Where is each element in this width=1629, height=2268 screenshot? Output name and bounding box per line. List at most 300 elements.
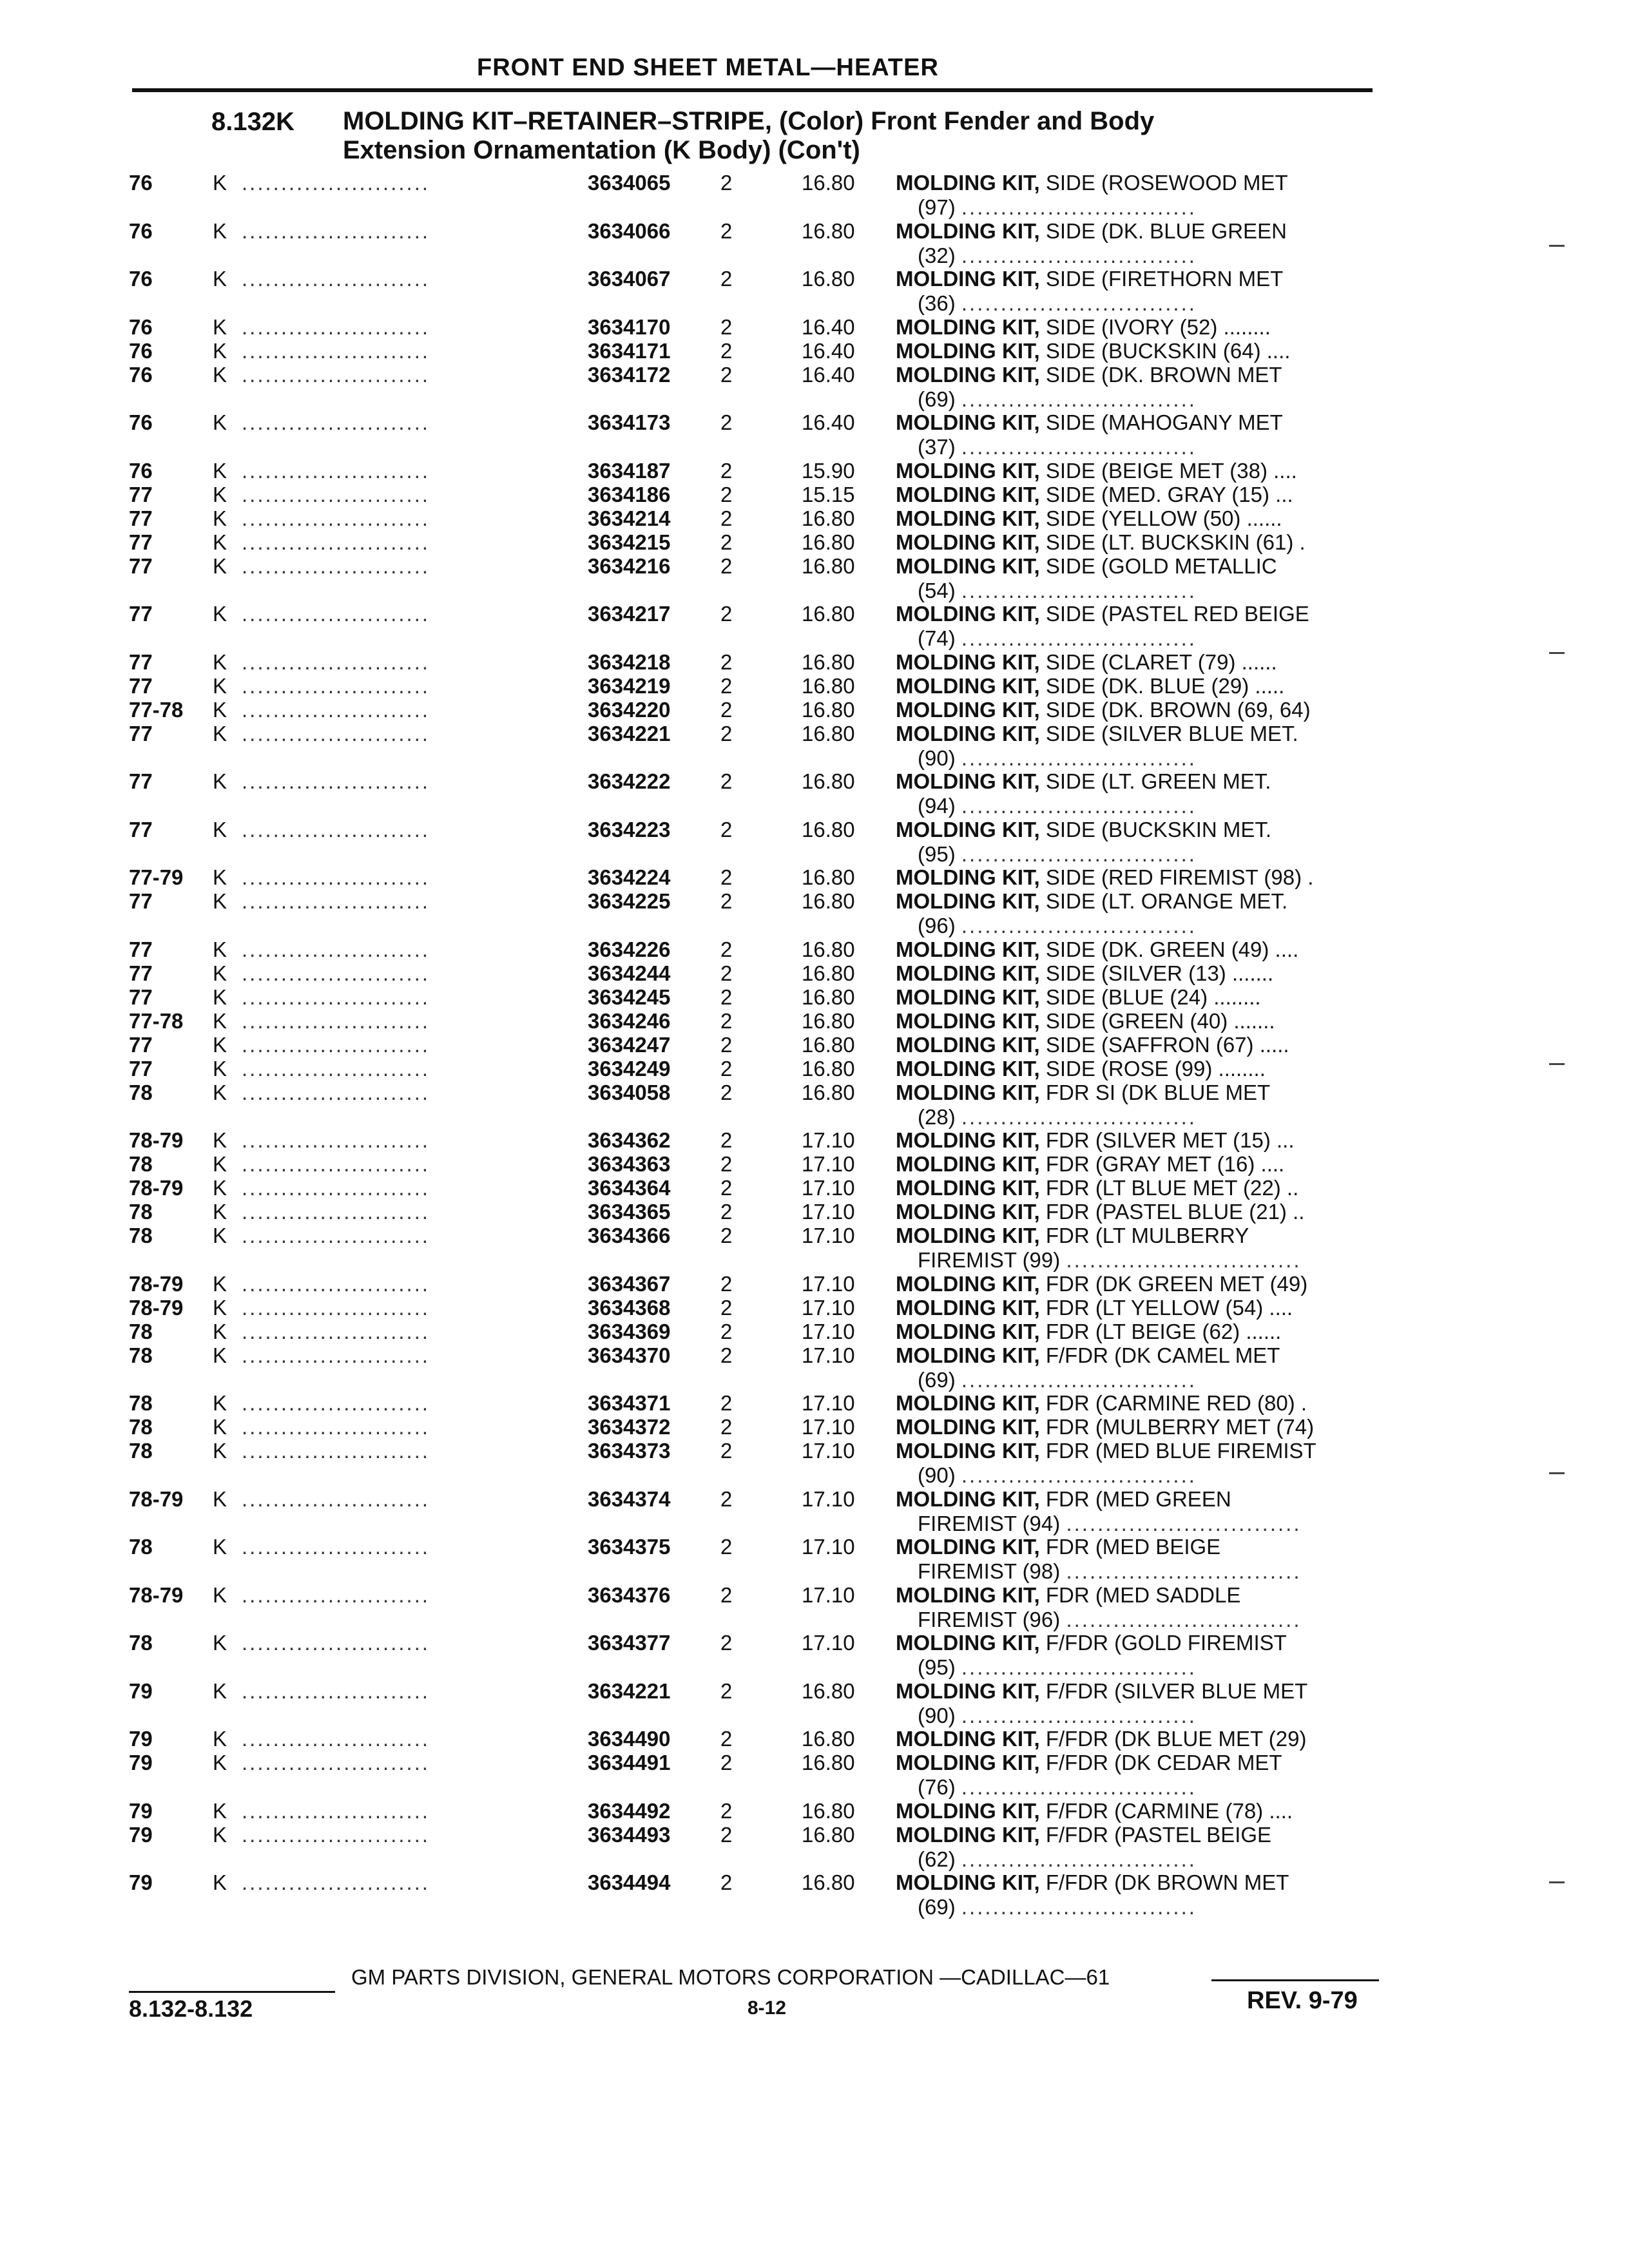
quantity: 2	[720, 1391, 733, 1415]
part-number: 3634372	[588, 1415, 671, 1439]
description-text: F/FDR (SILVER BLUE MET	[1045, 1678, 1308, 1703]
body-code: K	[213, 267, 227, 291]
model-year: 78	[129, 1152, 153, 1176]
description-continuation	[918, 1608, 1302, 1632]
quantity: 2	[720, 1678, 733, 1703]
quantity: 2	[720, 1439, 733, 1463]
body-code: K	[213, 1128, 227, 1152]
price: 16.80	[802, 553, 855, 578]
description-name: MOLDING KIT,	[896, 1080, 1040, 1104]
quantity: 2	[720, 218, 733, 243]
description-text: FDR (LT BLUE MET (22) ..	[1045, 1176, 1299, 1200]
price: 16.80	[802, 1870, 855, 1894]
price: 16.80	[802, 817, 855, 841]
part-number: 3634245	[588, 985, 671, 1009]
description	[896, 818, 1271, 842]
footer-rule-left	[129, 1991, 335, 1993]
continuation-text: (76)	[918, 1775, 956, 1799]
quantity: 2	[720, 985, 733, 1009]
table-row	[0, 1343, 1629, 1395]
price: 16.80	[802, 985, 855, 1009]
body-code: K	[213, 1582, 227, 1607]
body-code: K	[213, 553, 227, 578]
dot-leader: ..............................	[961, 1367, 1197, 1392]
dot-leader: ..............................	[961, 1895, 1197, 1919]
quantity: 2	[720, 1319, 733, 1343]
description	[896, 506, 1282, 531]
description	[896, 1009, 1275, 1033]
price: 15.90	[802, 458, 855, 483]
quantity: 2	[720, 1870, 733, 1894]
continuation-text: (32)	[918, 243, 956, 267]
description-name: MOLDING KIT,	[896, 218, 1040, 243]
description	[896, 483, 1293, 507]
description-name: MOLDING KIT,	[896, 506, 1040, 530]
description	[896, 1200, 1304, 1224]
part-number: 3634494	[588, 1870, 671, 1894]
body-code: K	[213, 1798, 227, 1823]
body-code: K	[213, 1271, 227, 1296]
price: 16.80	[802, 1032, 855, 1057]
description-text: F/FDR (DK BLUE MET (29)	[1045, 1727, 1307, 1751]
description	[896, 1535, 1220, 1559]
dot-leader: ..............................	[961, 387, 1197, 411]
body-code: K	[213, 697, 227, 722]
table-row	[0, 1679, 1629, 1731]
continuation-text: FIREMIST (99)	[918, 1248, 1061, 1272]
price: 16.40	[802, 410, 855, 434]
description-name: MOLDING KIT,	[896, 1631, 1040, 1655]
model-year: 77-78	[129, 697, 184, 722]
table-row	[0, 267, 1629, 318]
description-text: SIDE (DK. BLUE GREEN	[1045, 218, 1287, 243]
dot-leader: ........................	[242, 362, 430, 387]
description	[896, 219, 1287, 244]
model-year: 78	[129, 1200, 153, 1224]
description-text: SIDE (DK. BROWN (69, 64)	[1045, 697, 1311, 722]
model-year: 76	[129, 267, 153, 291]
model-year: 78-79	[129, 1486, 184, 1511]
description-name: MOLDING KIT,	[896, 769, 1040, 793]
dot-leader: ........................	[242, 1128, 430, 1152]
price: 15.15	[802, 482, 855, 506]
footer-page-number: 8-12	[747, 1997, 787, 2019]
part-number: 3634249	[588, 1056, 671, 1081]
model-year: 77	[129, 602, 153, 626]
part-number: 3634220	[588, 697, 671, 722]
dot-leader: ........................	[242, 1439, 430, 1463]
continuation-text: (36)	[918, 291, 956, 315]
model-year: 77	[129, 961, 153, 985]
description	[896, 1343, 1280, 1368]
description	[896, 1391, 1307, 1416]
description	[896, 554, 1277, 579]
dot-leader: ..............................	[961, 243, 1197, 267]
dot-leader: ........................	[242, 889, 430, 913]
quantity: 2	[720, 817, 733, 841]
model-year: 79	[129, 1798, 153, 1823]
description-text: SIDE (ROSEWOOD MET	[1045, 171, 1288, 195]
dot-leader: ........................	[242, 1008, 430, 1033]
price: 16.80	[802, 171, 855, 195]
description	[896, 1320, 1281, 1344]
body-code: K	[213, 1391, 227, 1415]
dot-leader: ........................	[242, 1056, 430, 1081]
table-row	[0, 363, 1629, 414]
description-text: SIDE (BUCKSKIN (64) ....	[1045, 338, 1291, 363]
description-continuation	[918, 1559, 1302, 1584]
part-number: 3634221	[588, 721, 671, 745]
quantity: 2	[720, 649, 733, 674]
model-year: 78-79	[129, 1271, 184, 1296]
price: 16.80	[802, 1008, 855, 1033]
description	[896, 530, 1306, 555]
description-continuation	[918, 1463, 1197, 1488]
description-continuation	[918, 1704, 1197, 1728]
part-number: 3634187	[588, 458, 671, 483]
dot-leader: ..............................	[961, 914, 1197, 937]
description-text: SIDE (BEIGE MET (38) ....	[1045, 458, 1297, 483]
body-code: K	[213, 961, 227, 985]
description-continuation	[918, 842, 1197, 867]
description-text: SIDE (DK. BROWN MET	[1045, 362, 1282, 387]
part-number: 3634493	[588, 1822, 671, 1847]
dot-leader: ..............................	[961, 1847, 1197, 1871]
table-row	[0, 602, 1629, 653]
quantity: 2	[720, 889, 733, 913]
description-name: MOLDING KIT,	[896, 1535, 1040, 1559]
description-name: MOLDING KIT,	[896, 362, 1040, 387]
model-year: 77	[129, 482, 153, 506]
description	[896, 889, 1287, 914]
section-number: 8.132K	[211, 108, 294, 136]
part-number: 3634218	[588, 649, 671, 674]
part-number: 3634246	[588, 1008, 671, 1033]
description	[896, 674, 1284, 698]
model-year: 77	[129, 817, 153, 841]
body-code: K	[213, 1152, 227, 1176]
dot-leader: ..............................	[961, 841, 1197, 866]
footer-revision: REV. 9-79	[1247, 1987, 1358, 2014]
body-code: K	[213, 458, 227, 483]
description-text: SIDE (DK. BLUE (29) .....	[1045, 673, 1285, 698]
table-row	[0, 722, 1629, 773]
model-year: 77	[129, 1032, 153, 1057]
model-year: 77	[129, 649, 153, 674]
price: 16.80	[802, 889, 855, 913]
description	[896, 865, 1313, 890]
description-text: FDR (DK GREEN MET (49)	[1045, 1271, 1308, 1296]
dot-leader: ........................	[242, 1486, 430, 1511]
description-name: MOLDING KIT,	[896, 1751, 1040, 1774]
description-text: F/FDR (DK BROWN MET	[1045, 1870, 1289, 1894]
model-year: 78	[129, 1415, 153, 1439]
part-number: 3634221	[588, 1678, 671, 1703]
quantity: 2	[720, 171, 733, 195]
dot-leader: ........................	[242, 1080, 430, 1104]
body-code: K	[213, 889, 227, 913]
quantity: 2	[720, 1415, 733, 1439]
table-row	[0, 219, 1629, 271]
dot-leader: ........................	[242, 1176, 430, 1200]
description-name: MOLDING KIT,	[896, 697, 1040, 722]
margin-tick	[1549, 1881, 1565, 1883]
part-number: 3634226	[588, 937, 671, 961]
price: 17.10	[802, 1439, 855, 1463]
price: 16.40	[802, 362, 855, 387]
description-continuation	[918, 244, 1197, 268]
dot-leader: ........................	[242, 1678, 430, 1703]
description-text: F/FDR (DK CAMEL MET	[1045, 1343, 1280, 1367]
description-text: FDR (CARMINE RED (80) .	[1045, 1391, 1307, 1415]
description-continuation	[918, 794, 1197, 818]
table-row	[0, 1439, 1629, 1490]
model-year: 79	[129, 1678, 153, 1703]
body-code: K	[213, 338, 227, 363]
price: 17.10	[802, 1319, 855, 1343]
description-text: SIDE (GOLD METALLIC	[1045, 553, 1277, 578]
description-name: MOLDING KIT,	[896, 1678, 1040, 1703]
price: 17.10	[802, 1224, 855, 1247]
description-name: MOLDING KIT,	[896, 1822, 1040, 1847]
continuation-text: FIREMIST (98)	[918, 1559, 1061, 1583]
dot-leader: ........................	[242, 1727, 430, 1751]
page-title: FRONT END SHEET METAL—HEATER	[477, 54, 939, 81]
description-text: SIDE (PASTEL RED BEIGE	[1045, 602, 1309, 626]
continuation-text: (90)	[918, 745, 956, 770]
model-year: 77	[129, 721, 153, 745]
dot-leader: ........................	[242, 721, 430, 745]
part-number: 3634222	[588, 769, 671, 793]
description-text: FDR (MED GREEN	[1045, 1486, 1231, 1511]
description-name: MOLDING KIT,	[896, 865, 1040, 889]
section-title: MOLDING KIT–RETAINER–STRIPE, (Color) Front Fender and Body	[343, 107, 1155, 135]
dot-leader: ........................	[242, 458, 430, 483]
body-code: K	[213, 1439, 227, 1463]
description	[896, 1081, 1270, 1105]
dot-leader: ........................	[242, 1415, 430, 1439]
quantity: 2	[720, 482, 733, 506]
description	[896, 1870, 1289, 1895]
model-year: 77	[129, 769, 153, 793]
description	[896, 339, 1290, 363]
model-year: 76	[129, 338, 153, 363]
part-number: 3634173	[588, 410, 671, 434]
quantity: 2	[720, 1631, 733, 1655]
description-text: F/FDR (PASTEL BEIGE	[1045, 1822, 1272, 1847]
model-year: 78	[129, 1319, 153, 1343]
body-code: K	[213, 506, 227, 530]
description-continuation	[918, 1512, 1302, 1536]
description	[896, 650, 1277, 675]
description	[896, 1224, 1249, 1248]
body-code: K	[213, 1224, 227, 1247]
price: 16.80	[802, 218, 855, 243]
table-row	[0, 1487, 1629, 1539]
description-name: MOLDING KIT,	[896, 1056, 1040, 1081]
part-number: 3634223	[588, 817, 671, 841]
dot-leader: ........................	[242, 673, 430, 698]
price: 17.10	[802, 1152, 855, 1176]
model-year: 77	[129, 889, 153, 913]
price: 17.10	[802, 1176, 855, 1200]
dot-leader: ........................	[242, 338, 430, 363]
description-name: MOLDING KIT,	[896, 1870, 1040, 1894]
description-name: MOLDING KIT,	[896, 1271, 1040, 1296]
price: 17.10	[802, 1200, 855, 1224]
description-name: MOLDING KIT,	[896, 817, 1040, 841]
body-code: K	[213, 769, 227, 793]
model-year: 78	[129, 1224, 153, 1247]
description	[896, 1128, 1295, 1153]
continuation-text: FIREMIST (96)	[918, 1607, 1061, 1631]
description	[896, 1583, 1240, 1608]
price: 17.10	[802, 1631, 855, 1655]
dot-leader: ........................	[242, 314, 430, 339]
description-name: MOLDING KIT,	[896, 649, 1040, 674]
part-number: 3634224	[588, 865, 671, 889]
price: 16.80	[802, 1678, 855, 1703]
description-text: SIDE (MED. GRAY (15) ...	[1045, 482, 1293, 506]
part-number: 3634214	[588, 506, 671, 530]
price: 17.10	[802, 1343, 855, 1367]
model-year: 76	[129, 410, 153, 434]
quantity: 2	[720, 267, 733, 291]
part-number: 3634363	[588, 1152, 671, 1176]
part-number: 3634066	[588, 218, 671, 243]
description-text: FDR SI (DK BLUE MET	[1045, 1080, 1271, 1104]
description-name: MOLDING KIT,	[896, 1343, 1040, 1367]
description-continuation	[918, 1775, 1197, 1800]
table-row	[0, 554, 1629, 606]
description-text: SIDE (SILVER BLUE MET.	[1045, 721, 1298, 745]
description	[896, 315, 1271, 340]
description	[896, 698, 1311, 722]
dot-leader: ........................	[242, 1032, 430, 1057]
description-text: FDR (LT MULBERRY	[1045, 1224, 1249, 1247]
part-number: 3634374	[588, 1486, 671, 1511]
price: 17.10	[802, 1295, 855, 1320]
body-code: K	[213, 1200, 227, 1224]
model-year: 77	[129, 1056, 153, 1081]
price: 16.40	[802, 314, 855, 339]
price: 16.80	[802, 961, 855, 985]
price: 16.80	[802, 1727, 855, 1751]
body-code: K	[213, 1319, 227, 1343]
part-number: 3634364	[588, 1176, 671, 1200]
dot-leader: ........................	[242, 553, 430, 578]
table-row	[0, 818, 1629, 869]
quantity: 2	[720, 865, 733, 889]
dot-leader: ........................	[242, 1224, 430, 1247]
description-text: SIDE (LT. ORANGE MET.	[1045, 889, 1288, 913]
price: 16.80	[802, 602, 855, 626]
body-code: K	[213, 1056, 227, 1081]
dot-leader: ........................	[242, 1751, 430, 1774]
model-year: 76	[129, 458, 153, 483]
model-year: 77-78	[129, 1008, 184, 1033]
table-row	[0, 769, 1629, 821]
part-number: 3634225	[588, 889, 671, 913]
continuation-text: (95)	[918, 1655, 956, 1679]
dot-leader: ..............................	[961, 1703, 1197, 1727]
description	[896, 1415, 1314, 1439]
description	[896, 363, 1282, 387]
part-number: 3634375	[588, 1535, 671, 1559]
part-number: 3634370	[588, 1343, 671, 1367]
quantity: 2	[720, 1271, 733, 1296]
description-text: FDR (GRAY MET (16) ....	[1045, 1152, 1285, 1176]
description	[896, 1272, 1307, 1296]
description-continuation	[918, 435, 1197, 459]
table-row	[0, 171, 1629, 222]
description-text: F/FDR (DK CEDAR MET	[1045, 1751, 1282, 1774]
description-name: MOLDING KIT,	[896, 1152, 1040, 1176]
description	[896, 1176, 1298, 1200]
body-code: K	[213, 1486, 227, 1511]
description-name: MOLDING KIT,	[896, 673, 1040, 698]
quantity: 2	[720, 530, 733, 554]
model-year: 79	[129, 1870, 153, 1894]
quantity: 2	[720, 673, 733, 698]
price: 16.80	[802, 1056, 855, 1081]
price: 16.80	[802, 1751, 855, 1774]
dot-leader: ..............................	[961, 745, 1197, 770]
model-year: 78	[129, 1535, 153, 1559]
description-name: MOLDING KIT,	[896, 1200, 1040, 1224]
price: 16.40	[802, 338, 855, 363]
margin-tick	[1549, 1472, 1565, 1474]
description-name: MOLDING KIT,	[896, 1224, 1040, 1247]
description	[896, 459, 1297, 483]
quantity: 2	[720, 1008, 733, 1033]
part-number: 3634377	[588, 1631, 671, 1655]
quantity: 2	[720, 458, 733, 483]
description	[896, 267, 1283, 291]
part-number: 3634219	[588, 673, 671, 698]
quantity: 2	[720, 697, 733, 722]
description-name: MOLDING KIT,	[896, 553, 1040, 578]
quantity: 2	[720, 1582, 733, 1607]
dot-leader: ........................	[242, 937, 430, 961]
price: 16.80	[802, 697, 855, 722]
dot-leader: ..............................	[961, 1463, 1197, 1487]
body-code: K	[213, 218, 227, 243]
description	[896, 171, 1288, 195]
continuation-text: (97)	[918, 195, 956, 219]
model-year: 76	[129, 362, 153, 387]
dot-leader: ........................	[242, 961, 430, 985]
description-text: F/FDR (CARMINE (78) ....	[1045, 1798, 1293, 1823]
dot-leader: ........................	[242, 530, 430, 554]
continuation-text: (69)	[918, 1367, 956, 1392]
description-name: MOLDING KIT,	[896, 889, 1040, 913]
price: 17.10	[802, 1582, 855, 1607]
description-text: SIDE (MAHOGANY MET	[1045, 410, 1283, 434]
quantity: 2	[720, 961, 733, 985]
price: 16.80	[802, 673, 855, 698]
dot-leader: ........................	[242, 1798, 430, 1823]
description-name: MOLDING KIT,	[896, 1415, 1040, 1439]
continuation-text: (69)	[918, 387, 956, 411]
description-name: MOLDING KIT,	[896, 1008, 1040, 1033]
description-text: FDR (LT BEIGE (62) ......	[1045, 1319, 1282, 1343]
description-continuation	[918, 291, 1197, 316]
body-code: K	[213, 673, 227, 698]
description	[896, 722, 1298, 746]
model-year: 77	[129, 673, 153, 698]
quantity: 2	[720, 721, 733, 745]
